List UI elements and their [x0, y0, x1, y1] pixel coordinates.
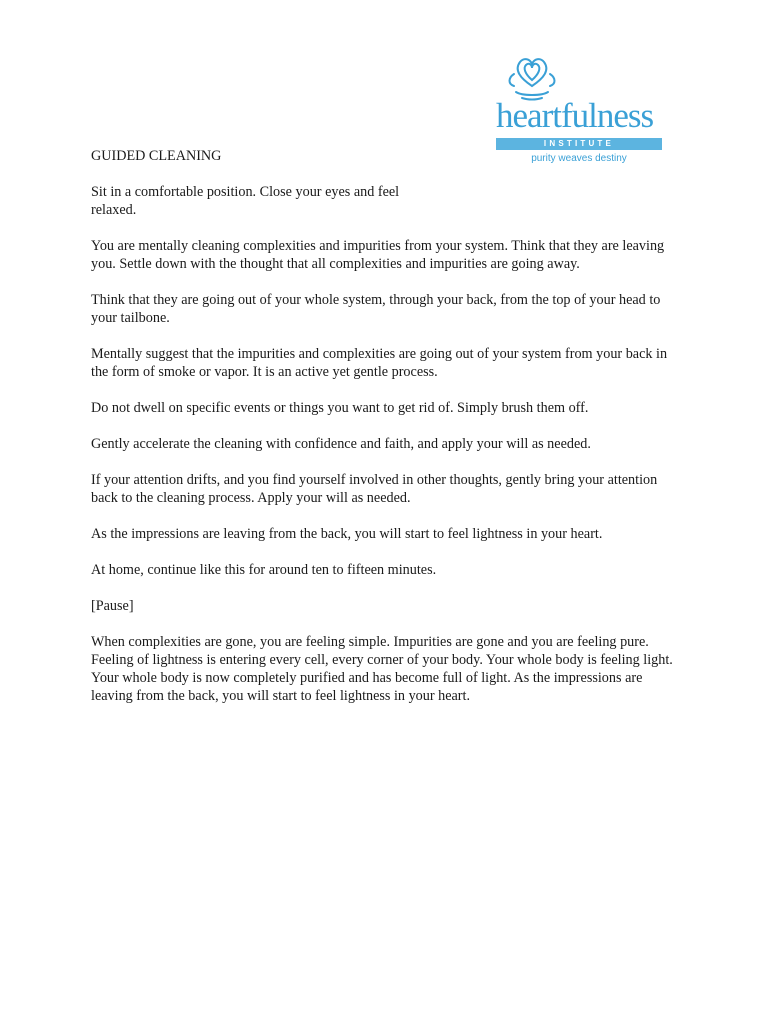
logo-institute-bar: INSTITUTE [496, 138, 662, 150]
paragraph: At home, continue like this for around ten to fifteen minutes. [91, 562, 437, 578]
logo-tagline: purity weaves destiny [531, 153, 627, 164]
paragraph: When complexities are gone, you are feeling simple. Impurities are gone and you are feeling pure. Feeling of lightness is entering every cell, every corner of your body. Your whole body is feeling light. Your whole body is now completely purified and has become full of light. As the impressions are leaving from the back, you will start to feel lightness in your heart. [91, 634, 673, 704]
paragraph: As the impressions are leaving from the back, you will start to feel lightness in your heart. [91, 526, 603, 542]
logo-wordmark: heartfulness [496, 96, 654, 135]
heart-flame-icon [502, 52, 562, 102]
paragraph: Think that they are going out of your whole system, through your back, from the top of your head to your tailbone. [91, 292, 661, 326]
paragraph: Do not dwell on specific events or things you want to get rid of. Simply brush them off. [91, 400, 589, 416]
paragraph: [Pause] [91, 598, 134, 614]
paragraph: Sit in a comfortable position. Close your eyes and feel relaxed. [91, 184, 400, 218]
paragraph: Gently accelerate the cleaning with confidence and faith, and apply your will as needed. [91, 436, 591, 452]
paragraph: If your attention drifts, and you find yourself involved in other thoughts, gently bring your attention back to the cleaning process. Apply your will as needed. [91, 472, 658, 506]
paragraph: You are mentally cleaning complexities and impurities from your system. Think that they are leaving you. Settle down with the thought that all complexities and impurities are going away. [91, 238, 665, 272]
document-title: GUIDED CLEANING [91, 148, 222, 164]
document-body [91, 147, 681, 723]
paragraph: Mentally suggest that the impurities and complexities are going out of your system from your back in the form of smoke or vapor. It is an active yet gentle process. [91, 346, 668, 380]
